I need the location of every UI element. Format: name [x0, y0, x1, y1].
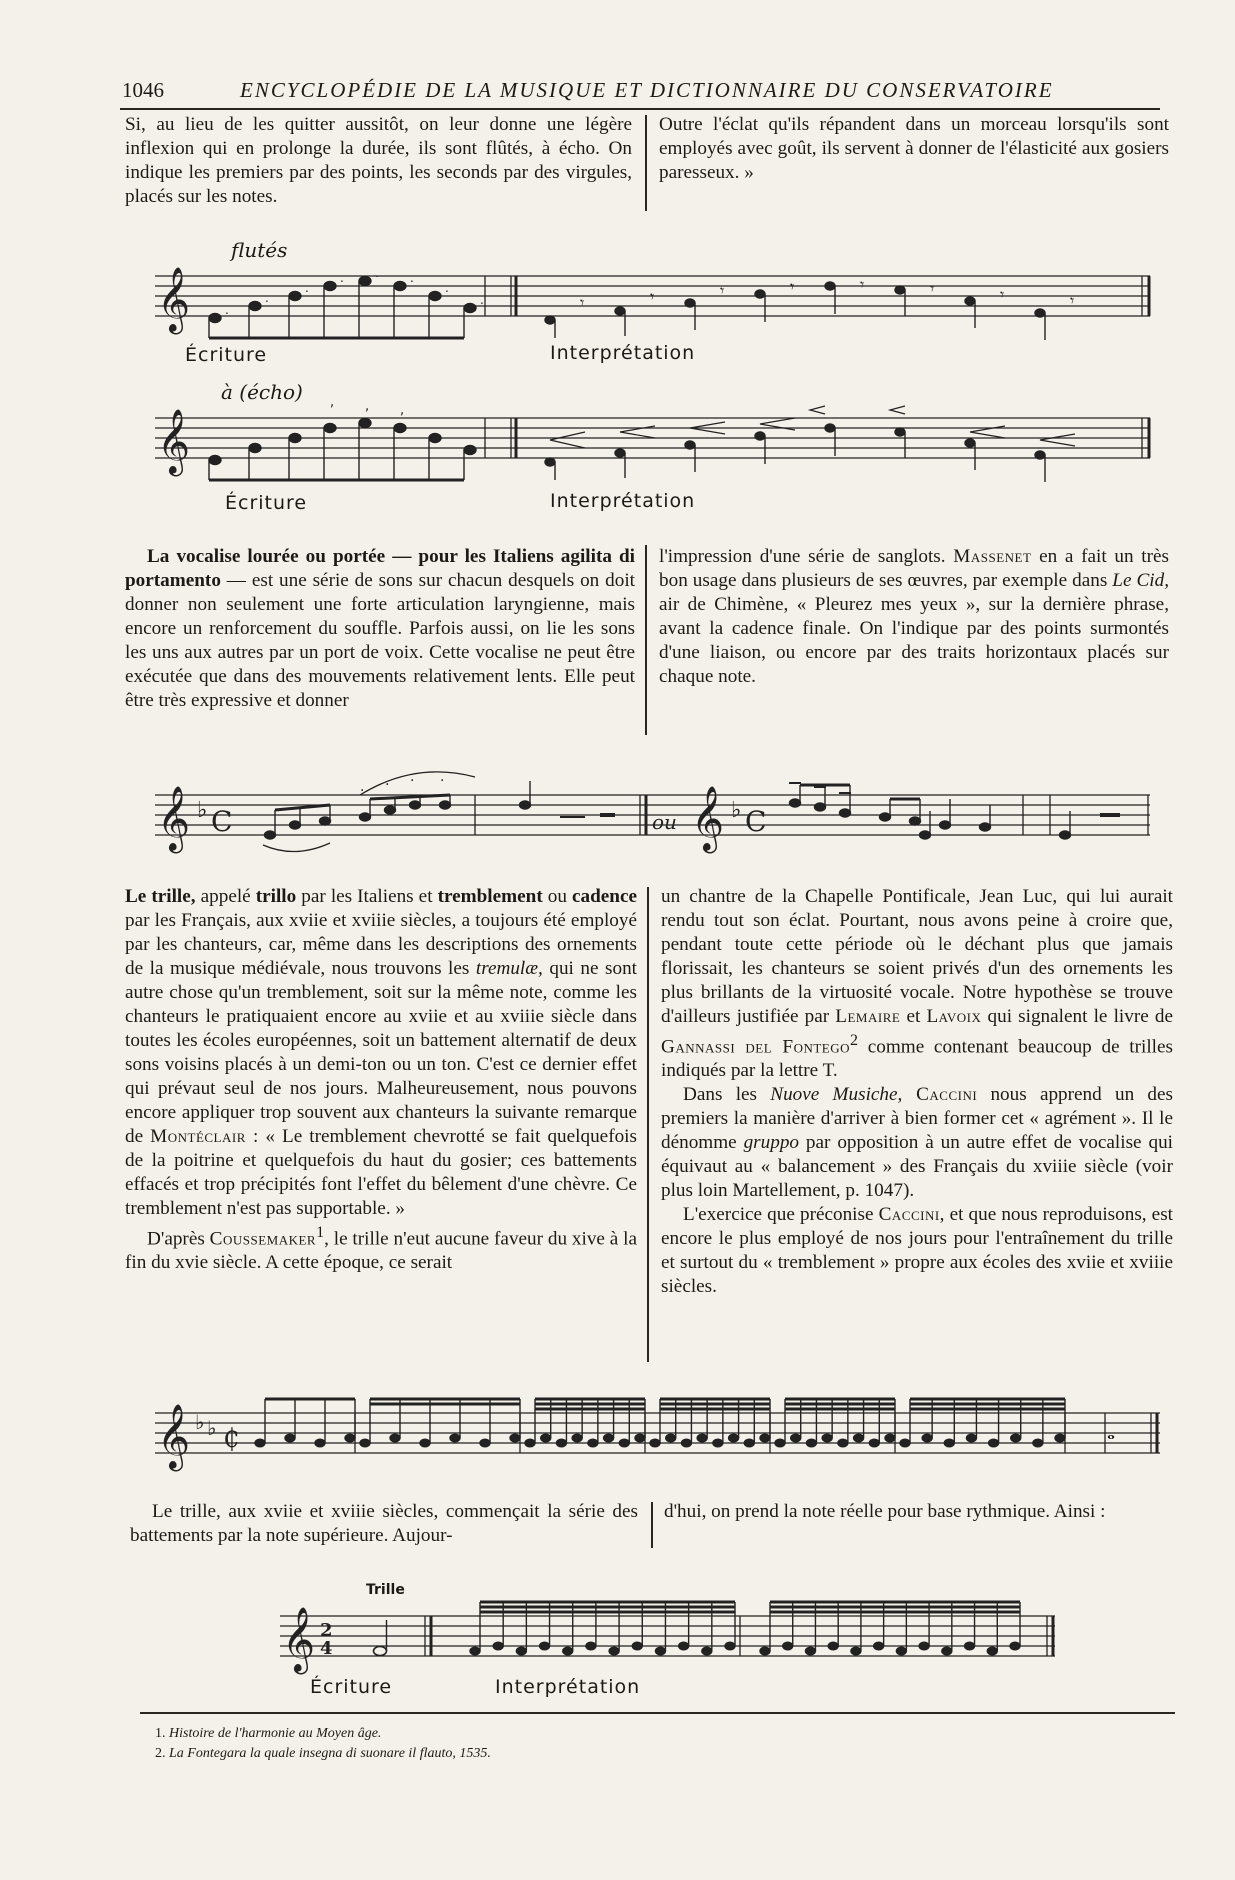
- note-head: [725, 1642, 735, 1650]
- note-head: [1055, 1434, 1065, 1442]
- svg-text:𝄞: 𝄞: [691, 786, 725, 851]
- note-head: [1011, 1434, 1021, 1442]
- svg-text:.: .: [445, 281, 449, 295]
- note-head: [450, 1434, 460, 1442]
- svg-text:♭: ♭: [731, 798, 742, 823]
- svg-text:.: .: [385, 773, 390, 789]
- note-head: [619, 1439, 629, 1447]
- svg-text:𝄾: 𝄾: [790, 277, 795, 296]
- text-block-4-right: [664, 1500, 1176, 1524]
- svg-text:C: C: [745, 805, 767, 838]
- note-head: [525, 1439, 535, 1447]
- text-block-4-left: [130, 1500, 638, 1548]
- paragraph: Le trille, aux xviie et xviiie siècles, commençait la série des battements par la note supérieure. Aujour-: [130, 1501, 638, 1546]
- note-head: [896, 1647, 906, 1655]
- note-head: [922, 1434, 932, 1442]
- music-example-4: [270, 1580, 1060, 1700]
- work-nuove-musiche: Nuove Musiche,: [770, 1084, 903, 1106]
- svg-text:,: ,: [365, 399, 370, 414]
- svg-text:C: C: [211, 805, 233, 838]
- svg-text:.: .: [410, 769, 415, 785]
- footnote-text: Histoire de l'harmonie au Moyen âge.: [169, 1726, 382, 1741]
- label-interpretation: Interprétation: [495, 1676, 641, 1698]
- svg-text:𝄾: 𝄾: [1000, 285, 1005, 304]
- note-head: [655, 1647, 665, 1655]
- note-head: [942, 1647, 952, 1655]
- svg-text:𝄞: 𝄞: [157, 1404, 191, 1469]
- staff-echo: [145, 395, 1155, 498]
- note-head: [510, 1434, 520, 1442]
- name-coussemaker: Coussemaker: [209, 1228, 317, 1250]
- svg-text:𝄞: 𝄞: [157, 409, 191, 474]
- label-writing: Écriture: [185, 344, 268, 366]
- note-head: [874, 1642, 884, 1650]
- ou-marking: ou: [652, 810, 677, 834]
- footnote-1: [155, 1726, 381, 1742]
- note-head: [783, 1642, 793, 1650]
- svg-text:𝄾: 𝄾: [860, 275, 865, 294]
- note-head: [697, 1434, 707, 1442]
- note-head: [919, 1642, 929, 1650]
- svg-text:♭: ♭: [197, 798, 208, 823]
- note-head: [360, 1439, 370, 1447]
- paragraph-text: qui signalent le livre de: [981, 1006, 1173, 1027]
- note-head: [729, 1434, 739, 1442]
- note-head: [541, 1434, 551, 1442]
- paragraph-text: par opposition à un autre effet de vocalise qui équivaut au « balancement » des Français du xviiie siècle (voir plus loin Martellement, p. 1047).: [661, 1132, 1173, 1202]
- note-head: [1010, 1642, 1020, 1650]
- column-rule: [645, 545, 647, 735]
- svg-text:𝄾: 𝄾: [650, 287, 655, 306]
- note-head: [650, 1439, 660, 1447]
- svg-text:𝄾: 𝄾: [930, 279, 935, 298]
- svg-text:.: .: [340, 271, 344, 285]
- note-head: [989, 1439, 999, 1447]
- paragraph-text: L'exercice que préconise: [683, 1204, 879, 1226]
- note-head: [869, 1439, 879, 1447]
- staff-flutes: [145, 256, 1155, 356]
- note-head: [420, 1439, 430, 1447]
- name-monteclair: Montéclair: [150, 1126, 246, 1147]
- note-head: [586, 1642, 596, 1650]
- paragraph-text: — est une série de sons sur chacun desquels on doit donner non seulement une forte articulation laryngienne, mais encore un renforcement du souffle. Parfois aussi, on lie les sons les uns aux autres par un port de voix. Cette vocalise ne peut être exécutée que dans des mouvements relativement lents. Elle peut être très expressive et donner: [125, 570, 635, 711]
- note-head: [609, 1647, 619, 1655]
- flutes-marking: flutés: [231, 238, 288, 262]
- note-head: [987, 1647, 997, 1655]
- svg-text:.: .: [375, 266, 379, 280]
- term-trillo: trillo: [255, 886, 297, 907]
- text-block-2-right: [659, 545, 1169, 689]
- footnote-ref-1: 1: [316, 1224, 325, 1241]
- note-head: [791, 1434, 801, 1442]
- paragraph-text: : « Le tremblement chevrotté se fait quelquefois de la poitrine et quelquefois du haut du gosier; ces battements effacés et trop précipités font l'effet du bêlement d'une chèvre. Ce tremblement n'est pas supportable. »: [125, 1126, 637, 1219]
- note-head: [851, 1647, 861, 1655]
- paragraph-text: l'impression d'une série de sanglots.: [659, 546, 954, 567]
- name-caccini: Caccini: [878, 1204, 940, 1226]
- svg-text:♭: ♭: [207, 1416, 217, 1440]
- svg-text:𝄞: 𝄞: [282, 1607, 316, 1672]
- music-example-1: [145, 236, 1155, 516]
- svg-text:♭: ♭: [195, 1410, 205, 1434]
- paragraph-text: nous apprend un des premiers la manière d'arriver à bien former cet « agrément ». Il le dénomme: [661, 1084, 1174, 1154]
- label-writing: Écriture: [310, 1676, 393, 1698]
- note-head: [604, 1434, 614, 1442]
- paragraph-text: air de Chimène, « Pleurez mes yeux », sur la dernière phrase, avant la cadence finale. On l'indique par des points surmontés d'une liaison, ou encore par des traits horizontaux placés sur chaque note.: [659, 594, 1169, 687]
- footnote-rule: [140, 1712, 1175, 1714]
- note-head: [588, 1439, 598, 1447]
- note-head: [285, 1434, 295, 1442]
- paragraph-text: par les Français, aux xviie et xviiie siècles, a toujours été employé par les chanteurs, car, même dans les descriptions des ornements de la musique médiévale, nous trouvons les: [125, 910, 637, 979]
- note-head: [822, 1434, 832, 1442]
- term-tremulae: tremulæ,: [475, 958, 543, 979]
- note-head: [540, 1642, 550, 1650]
- note-head: [900, 1439, 910, 1447]
- paragraph-text: qui ne sont autre chose qu'un tremblement, soit sur la même note, comme les chanteurs le pratiquaient encore au xviie et au xviiie siècle dans toutes les écoles européennes, soit un battement alternatif de deux sons voisins placés à un demi-ton ou un ton. C'est ce dernier effet qui prévaut seul de nos jours. Malheureusement, nous pouvons encore appliquer trop souvent aux chanteurs la suivante remarque de: [125, 958, 637, 1147]
- note-head: [1033, 1439, 1043, 1447]
- svg-text:.: .: [225, 303, 229, 317]
- term-cadence: cadence: [572, 886, 638, 907]
- note-head: [315, 1439, 325, 1447]
- paragraph: Outre l'éclat qu'ils répandent dans un morceau lorsqu'ils sont employés avec goût, ils servent à donner de l'élasticité aux gosiers paresseux. »: [659, 114, 1169, 183]
- paragraph-text: appelé: [195, 886, 256, 907]
- note-head: [944, 1439, 954, 1447]
- label-interpretation: Interprétation: [550, 490, 696, 512]
- note-head: [635, 1434, 645, 1442]
- note-head: [563, 1647, 573, 1655]
- paragraph-text: par les Italiens et: [296, 886, 438, 907]
- paragraph-text: et: [900, 1006, 927, 1027]
- paragraph-text: comme contenant beaucoup de trilles indiqués par la lettre T.: [661, 1036, 1173, 1082]
- name-caccini: Caccini: [902, 1084, 978, 1106]
- footnote-ref-2: 2: [850, 1032, 859, 1049]
- note-head: [480, 1439, 490, 1447]
- svg-text:,: ,: [330, 395, 335, 410]
- label-writing: Écriture: [225, 492, 308, 514]
- name-lavoix: Lavoix: [926, 1006, 982, 1027]
- footnote-2: [155, 1746, 491, 1762]
- echo-marking: à (écho): [221, 380, 303, 404]
- svg-text:.: .: [305, 281, 309, 295]
- paragraph-text: ou: [542, 886, 572, 907]
- note-head: [390, 1434, 400, 1442]
- footnote-text: La Fontegara la quale insegna di suonare il flauto, 1535.: [169, 1746, 491, 1761]
- note-head: [885, 1434, 895, 1442]
- note-head: [666, 1434, 676, 1442]
- svg-text:𝄞: 𝄞: [157, 267, 191, 332]
- note-head: [255, 1439, 265, 1447]
- note-head: [838, 1439, 848, 1447]
- note-head: [744, 1439, 754, 1447]
- running-title: ENCYCLOPÉDIE DE LA MUSIQUE ET DICTIONNAIRE DU CONSERVATOIRE: [240, 78, 1054, 102]
- paragraph-text: , le trille n'eut aucune faveur du xive à la fin du xvie siècle. A cette époque, ce serait: [125, 1228, 638, 1274]
- running-header: [120, 74, 1160, 110]
- term-trille: Le trille,: [125, 886, 196, 907]
- paragraph-text: D'après: [147, 1228, 210, 1250]
- svg-text:.: .: [410, 271, 414, 285]
- note-head: [828, 1642, 838, 1650]
- note-head: [345, 1434, 355, 1442]
- note-head: [806, 1439, 816, 1447]
- footnote-number: 2.: [155, 1746, 166, 1761]
- staff-trille: [270, 1590, 1060, 1670]
- name-lemaire: Lemaire: [835, 1006, 901, 1027]
- term-vocalise-louree: La vocalise lourée ou portée — pour les Italiens agilita di portamento: [125, 546, 635, 591]
- music-example-3: [145, 1385, 1165, 1475]
- svg-text:.: .: [440, 769, 445, 785]
- note-head: [470, 1647, 480, 1655]
- note-head: [572, 1434, 582, 1442]
- svg-text:𝄾: 𝄾: [720, 281, 725, 300]
- note-head: [679, 1642, 689, 1650]
- text-block-1-left: [125, 113, 632, 209]
- svg-text:𝄞: 𝄞: [157, 786, 191, 851]
- paragraph: Si, au lieu de les quitter aussitôt, on leur donne une légère inflexion qui en prolonge la durée, ils sont flûtés, à écho. On indique les premiers par des points, les seconds par des virgules, placés sur les notes.: [125, 114, 632, 207]
- music-example-2: [145, 755, 1155, 865]
- term-gruppo: gruppo: [743, 1132, 800, 1154]
- work-le-cid: Le Cid,: [1112, 570, 1169, 591]
- text-block-3-left: [125, 885, 637, 1275]
- svg-text:.: .: [480, 293, 484, 307]
- label-trille: Trille: [366, 1582, 405, 1598]
- note-head: [966, 1434, 976, 1442]
- note-head: [493, 1642, 503, 1650]
- paragraph: d'hui, on prend la note réelle pour base rythmique. Ainsi :: [664, 1501, 1106, 1522]
- note-head: [556, 1439, 566, 1447]
- paragraph-text: , et que nous reproduisons, est encore le plus employé de nos jours pour l'entraînement du trille et surtout du « tremblement » propre aux écoles des xviie et xviiie siècles.: [661, 1204, 1173, 1298]
- svg-text:,: ,: [400, 403, 405, 418]
- note-head: [965, 1642, 975, 1650]
- page-number: 1046: [122, 78, 164, 102]
- term-tremblement: tremblement: [437, 886, 543, 907]
- note-head: [775, 1439, 785, 1447]
- svg-text:4: 4: [320, 1638, 333, 1659]
- paragraph-text: Dans les: [683, 1084, 771, 1106]
- svg-text:𝄾: 𝄾: [1070, 291, 1075, 310]
- note-head: [516, 1647, 526, 1655]
- name-gannassi: Gannassi del Fontego: [661, 1036, 851, 1058]
- note-head: [702, 1647, 712, 1655]
- note-head: [805, 1647, 815, 1655]
- footnote-number: 1.: [155, 1726, 166, 1741]
- note-head: [760, 1434, 770, 1442]
- note-head: [713, 1439, 723, 1447]
- svg-text:₵: ₵: [223, 1424, 240, 1454]
- paragraph-text: un chantre de la Chapelle Pontificale, Jean Luc, qui lui aurait rendu tout son éclat. Pourtant, nous avons peine à croire que, pendant toute cette période où le déchant plus que jamais florissait, les chanteurs se soient privés d'un des ornements les plus brillants de la virtuosité vocale. Notre hypothèse se trouve d'ailleurs justifiée par: [661, 886, 1173, 1027]
- svg-text:.: .: [265, 291, 269, 305]
- note-head: [632, 1642, 642, 1650]
- svg-text:.: .: [360, 779, 365, 795]
- note-head: [681, 1439, 691, 1447]
- column-rule: [647, 887, 649, 1362]
- paragraph-text: en a fait un très bon usage dans plusieurs de ses œuvres, par exemple dans: [659, 546, 1169, 591]
- name-massenet: Massenet: [953, 546, 1032, 567]
- column-rule: [651, 1502, 653, 1548]
- svg-text:2: 2: [320, 1620, 333, 1641]
- text-block-3-right: [661, 885, 1173, 1299]
- svg-text:𝄾: 𝄾: [580, 293, 585, 312]
- label-interpretation: Interprétation: [550, 342, 696, 364]
- text-block-2-left: [125, 545, 635, 713]
- svg-text:𝅝: 𝅝: [1107, 1420, 1115, 1444]
- text-block-1-right: [659, 113, 1169, 185]
- column-rule: [645, 115, 647, 211]
- note-head: [760, 1647, 770, 1655]
- note-head: [854, 1434, 864, 1442]
